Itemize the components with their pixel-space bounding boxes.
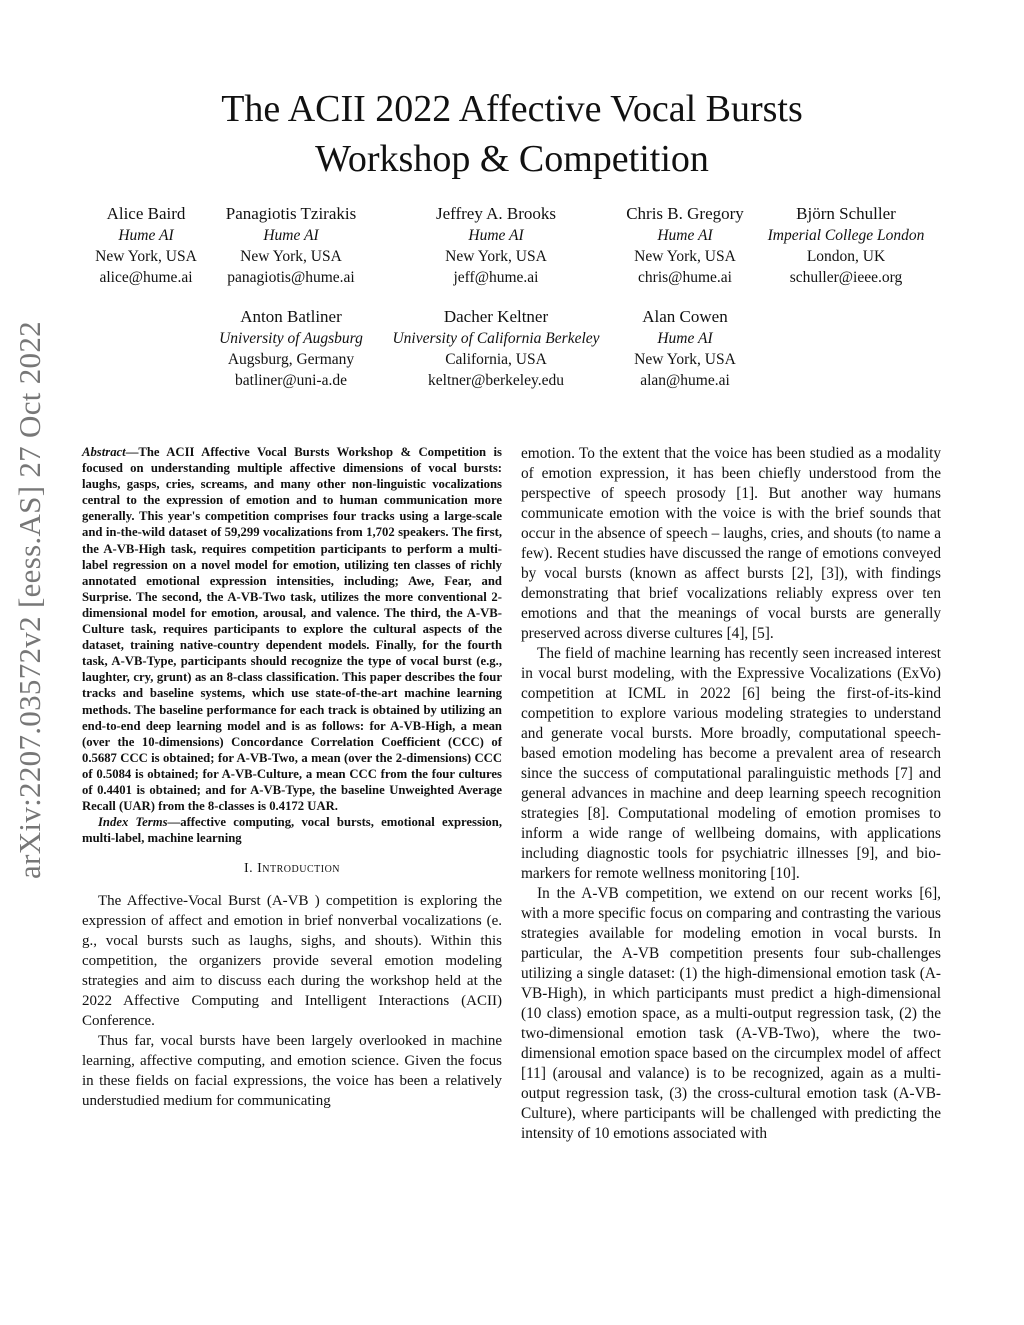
author-affiliation: University of California Berkeley: [392, 330, 600, 347]
left-column: [82, 444, 502, 1111]
author-block: [436, 202, 556, 288]
body-paragraph-1: emotion. To the extent that the voice has been studied as a modality of emotion expression, it has been chiefly understood from the perspective of speech prosody [1]. But another way humans communicate emotion with the voice is with the brief sounds that occur in the absence of speech – laughs, cries, and shouts (to name a few). Recent studies have discussed the range of emotions conveyed by vocal bursts (known as affect bursts [2], [3]), with findings demonstrating that brief vocalizations reliably express over ten emotions and that the meanings of vocal bursts are generally preserved across diverse cultures [4], [5].: [521, 445, 941, 642]
paper-title: [0, 84, 1024, 184]
author-block: [634, 305, 736, 391]
author-location: New York, USA: [634, 248, 736, 265]
abstract: [82, 444, 502, 814]
author-name: Anton Batliner: [240, 307, 342, 326]
author-name: Chris B. Gregory: [626, 204, 744, 223]
abstract-label: Abstract: [82, 445, 126, 459]
author-email[interactable]: batliner@uni-a.de: [235, 372, 347, 389]
intro-paragraph-2: Thus far, vocal bursts have been largely overlooked in machine learning, affective computing, and emotion science. Given the focus in these fields on facial expressions, the voice has been a relatively understudied medium for communicating: [82, 1033, 502, 1110]
author-affiliation: Hume AI: [657, 330, 713, 347]
title-line-2: Workshop & Competition: [315, 138, 709, 180]
title-line-1: The ACII 2022 Affective Vocal Bursts: [221, 88, 803, 130]
index-terms: [82, 814, 502, 846]
author-email[interactable]: alice@hume.ai: [99, 269, 193, 286]
author-block: [392, 305, 599, 391]
author-name: Alice Baird: [106, 204, 186, 223]
body-paragraph-2: The field of machine learning has recently seen increased interest in vocal burst modeling, with the Expressive Vocalizations (ExVo) competition at ICML in 2022 [6] being the first-of-its-kind competition to explore various modeling strategies to understand and generate vocal bursts. More broadly, computational speech-based emotion modeling has become a prevalent area of research since the success of computational paralinguistic methods [7] and general advances in machine and deep learning speech recognition strategies [8]. Computational modeling of emotion promises to inform a wide range of wellbeing domains, with applications including diagnostic tools for psychiatric illnesses [9], and bio-markers for remote wellness monitoring [10].: [521, 645, 941, 882]
author-affiliation: Hume AI: [468, 227, 524, 244]
author-email[interactable]: chris@hume.ai: [638, 269, 732, 286]
author-block: [626, 202, 744, 288]
section-heading-introduction: I. Introduction: [243, 861, 341, 877]
arxiv-id-text: arXiv:2207.03572v2 [eess.AS] 27 Oct 2022: [12, 321, 47, 879]
author-name: Panagiotis Tzirakis: [225, 204, 357, 223]
author-name: Dacher Keltner: [443, 307, 549, 326]
author-email[interactable]: alan@hume.ai: [640, 372, 730, 389]
author-name: Jeffrey A. Brooks: [435, 204, 557, 223]
intro-paragraph-1: The Affective-Vocal Burst (A-VB ) competition is exploring the expression of affect and emotion in brief nonverbal vocalizations (e. g., vocal bursts such as laughs, sighs, and shouts). Within this competition, the organizers provide several emotion modeling strategies and aim to discuss each during the workshop held at the 2022 Affective Computing and Intelligent Interactions (ACII) Conference.: [82, 893, 502, 1030]
author-affiliation: Hume AI: [263, 227, 319, 244]
author-location: California, USA: [445, 351, 547, 368]
index-terms-label: Index Terms: [98, 815, 168, 830]
author-location: Augsburg, Germany: [227, 351, 355, 368]
author-email[interactable]: panagiotis@hume.ai: [227, 269, 355, 286]
author-location: New York, USA: [95, 248, 197, 265]
author-email[interactable]: schuller@ieee.org: [789, 269, 903, 286]
author-block: [226, 202, 356, 288]
body-paragraph-3: In the A-VB competition, we extend on our recent works [6], with a more specific focus on comparing and contrasting the various strategies available for modeling emotion in vocal bursts. In particular, the A-VB competition presents four sub-challenges utilizing a single dataset: (1) the high-dimensional emotion task (A-VB-High), in which participants must predict a high-dimensional (10 class) emotion space, as a multi-output regression task, (2) the two-dimensional emotion task (A-VB-Two), where the two-dimensional emotion space based on the circumplex model of affect [11] (arousal and valance) is to be recognized, again as a multi-output regression task, (3) the cross-cultural emotion task (A-VB-Culture), where participants will be challenged with predicting the intensity of 10 emotions associated with: [521, 885, 941, 1142]
author-block: [219, 305, 363, 391]
author-name: Björn Schuller: [796, 204, 896, 223]
author-affiliation: Hume AI: [118, 227, 174, 244]
author-affiliation: Imperial College London: [767, 227, 925, 244]
author-affiliation: Hume AI: [657, 227, 713, 244]
author-location: London, UK: [806, 248, 886, 265]
author-location: New York, USA: [634, 351, 736, 368]
index-terms-text: —affective computing, vocal bursts, emotional expression, multi-label, machine learning: [82, 815, 503, 846]
author-location: New York, USA: [445, 248, 547, 265]
abstract-text: —The ACII Affective Vocal Bursts Workshop & Competition is focused on understanding multiple affective dimensions of vocal bursts: laughs, gasps, cries, screams, and many other non-linguistic vocalizations central to the expression of emotion and to human communication more generally. This year's competition comprises four tracks using a large-scale and in-the-wild dataset of 59,299 vocalizations from 1,702 speakers. The first, the A-VB-High task, requires competition participants to perform a multi-label regression on a novel model for emotion, utilizing ten classes of richly annotated emotional expression intensities, including; Awe, Fear, and Surprise. The second, the A-VB-Two task, utilizes the more conventional 2-dimensional model for emotion, arousal, and valence. The third, the A-VB-Culture task, requires participants to explore the cultural aspects of the dataset, training native-country dependent models. Finally, for the fourth task, A-VB-Type, participants should recognize the type of vocal burst (e.g., laughter, cry, grunt) as an 8-class classification. This paper describes the four tracks and baseline systems, which use state-of-the-art machine learning methods. The baseline performance for each track is obtained by utilizing an end-to-end deep learning model and is as follows: for A-VB-High, a mean (over the 10-dimensions) Concordance Correlation Coefficient (CCC) of 0.5687 CCC is obtained; for A-VB-Two, a mean (over the 2-dimensions) CCC of 0.5084 is obtained; for A-VB-Culture, a mean CCC from the four cultures of 0.4401 is obtained; and for A-VB-Type, the baseline Unweighted Average Recall (UAR) from the 8-classes is 0.4172 UAR.: [82, 445, 502, 814]
author-block: [768, 202, 925, 288]
author-location: New York, USA: [240, 248, 342, 265]
right-column: [521, 444, 941, 1144]
author-email[interactable]: keltner@berkeley.edu: [428, 372, 564, 389]
author-affiliation: University of Augsburg: [219, 330, 363, 347]
author-block: [95, 202, 197, 288]
author-email[interactable]: jeff@hume.ai: [453, 269, 539, 286]
author-name: Alan Cowen: [642, 307, 728, 326]
